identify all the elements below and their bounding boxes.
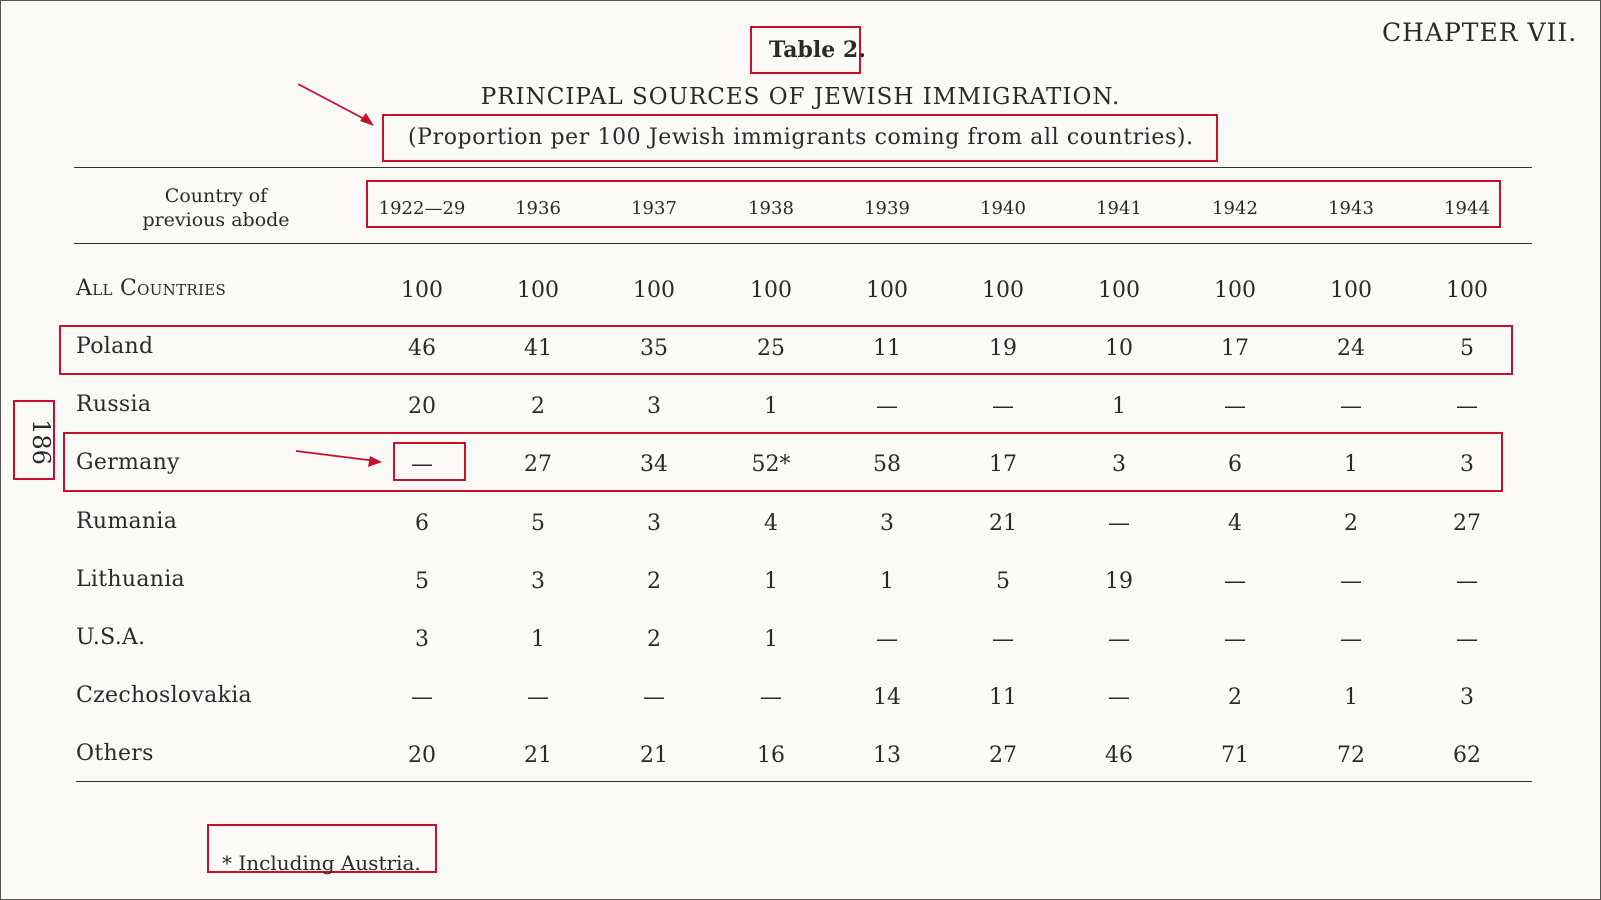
chapter-heading: CHAPTER VII.	[1382, 18, 1578, 47]
table-cell: —	[411, 452, 433, 477]
table-cell: 5	[996, 569, 1010, 594]
table-cell: 16	[757, 743, 785, 768]
year-header: 1943	[1328, 198, 1374, 219]
table-cell: 10	[1105, 336, 1133, 361]
table-cell: 6	[415, 511, 429, 536]
country-column-header	[118, 184, 314, 232]
table-cell: 100	[866, 278, 908, 303]
table-cell: 100	[401, 278, 443, 303]
table-cell: —	[1224, 627, 1246, 652]
table-cell: 41	[524, 336, 552, 361]
table-cell: 2	[1344, 511, 1358, 536]
table-cell: —	[992, 627, 1014, 652]
table-cell: 11	[989, 685, 1017, 710]
country-header-line-1: Country of	[164, 185, 268, 207]
table-cell: 5	[415, 569, 429, 594]
table-cell: 100	[1098, 278, 1140, 303]
table-subtitle: (Proportion per 100 Jewish immigrants coming from all countries).	[408, 125, 1194, 150]
table-cell: 27	[1453, 511, 1481, 536]
table-cell: 1	[1344, 685, 1358, 710]
table-cell: 1	[764, 627, 778, 652]
side-page-number: 186	[26, 419, 55, 465]
table-cell: 3	[531, 569, 545, 594]
table-cell: 100	[633, 278, 675, 303]
table-cell: 3	[1460, 685, 1474, 710]
table-cell: 100	[982, 278, 1024, 303]
table-cell: 17	[989, 452, 1017, 477]
row-label: Germany	[76, 450, 180, 475]
table-cell: 5	[531, 511, 545, 536]
table-cell: 2	[647, 569, 661, 594]
table-cell: 1	[531, 627, 545, 652]
table-cell: 71	[1221, 743, 1249, 768]
table-cell: 100	[517, 278, 559, 303]
table-cell: —	[1340, 627, 1362, 652]
table-cell: 5	[1460, 336, 1474, 361]
table-cell: —	[992, 394, 1014, 419]
table-cell: 25	[757, 336, 785, 361]
table-cell: —	[876, 627, 898, 652]
table-cell: 24	[1337, 336, 1365, 361]
year-header: 1942	[1212, 198, 1258, 219]
table-cell: 6	[1228, 452, 1242, 477]
table-cell: —	[527, 685, 549, 710]
table-cell: 21	[989, 511, 1017, 536]
table-cell: 4	[1228, 511, 1242, 536]
table-cell: 14	[873, 685, 901, 710]
table-cell: —	[1340, 394, 1362, 419]
table-cell: —	[643, 685, 665, 710]
row-label: U.S.A.	[76, 625, 146, 650]
table-cell: 58	[873, 452, 901, 477]
top-rule	[74, 167, 1532, 168]
table-cell: 34	[640, 452, 668, 477]
year-header: 1922—29	[378, 198, 466, 219]
table-cell: 100	[1446, 278, 1488, 303]
table-cell: —	[876, 394, 898, 419]
table-cell: 13	[873, 743, 901, 768]
table-cell: 1	[764, 569, 778, 594]
year-header: 1936	[515, 198, 561, 219]
country-header-line-2: previous abode	[142, 209, 290, 231]
table-cell: —	[1108, 685, 1130, 710]
table-cell: 72	[1337, 743, 1365, 768]
table-cell: 100	[750, 278, 792, 303]
table-cell: 20	[408, 394, 436, 419]
table-cell: 46	[408, 336, 436, 361]
table-cell: 3	[1460, 452, 1474, 477]
table-cell: 20	[408, 743, 436, 768]
table-cell: —	[1108, 511, 1130, 536]
table-cell: 1	[880, 569, 894, 594]
table-cell: —	[1108, 627, 1130, 652]
table-cell: 62	[1453, 743, 1481, 768]
row-label: Poland	[76, 334, 154, 359]
subtitle-arrow-icon	[296, 82, 386, 132]
table-cell: 27	[989, 743, 1017, 768]
table-cell: 4	[764, 511, 778, 536]
row-label: Others	[76, 741, 154, 766]
table-cell: 27	[524, 452, 552, 477]
table-cell: —	[1456, 627, 1478, 652]
table-cell: 19	[1105, 569, 1133, 594]
year-header: 1940	[980, 198, 1026, 219]
table-cell: 100	[1214, 278, 1256, 303]
table-cell: 3	[415, 627, 429, 652]
year-header: 1941	[1096, 198, 1142, 219]
year-header: 1944	[1444, 198, 1490, 219]
table-title: PRINCIPAL SOURCES OF JEWISH IMMIGRATION.	[480, 84, 1121, 110]
header-rule	[74, 243, 1532, 244]
table-cell: —	[1224, 394, 1246, 419]
year-header: 1937	[631, 198, 677, 219]
row-label: Czechoslovakia	[76, 683, 252, 708]
table-cell: 52*	[751, 452, 791, 477]
table-cell: 19	[989, 336, 1017, 361]
table-cell: 1	[764, 394, 778, 419]
bottom-rule	[76, 781, 1532, 782]
row-label: All Countries	[76, 276, 227, 301]
table-cell: 21	[640, 743, 668, 768]
table-cell: 3	[1112, 452, 1126, 477]
row-label: Russia	[76, 392, 152, 417]
table-cell: 21	[524, 743, 552, 768]
table-cell: 35	[640, 336, 668, 361]
table-cell: —	[1224, 569, 1246, 594]
year-header: 1938	[748, 198, 794, 219]
table-cell: 3	[880, 511, 894, 536]
row-label: Lithuania	[76, 567, 185, 592]
table-cell: 1	[1112, 394, 1126, 419]
footnote: * Including Austria.	[222, 851, 421, 875]
table-cell: 2	[531, 394, 545, 419]
table-cell: —	[1340, 569, 1362, 594]
table-cell: 3	[647, 394, 661, 419]
table-cell: 3	[647, 511, 661, 536]
row-label: Rumania	[76, 509, 178, 534]
table-cell: —	[1456, 569, 1478, 594]
table-cell: 2	[647, 627, 661, 652]
table-cell: 17	[1221, 336, 1249, 361]
table-cell: —	[411, 685, 433, 710]
table-cell: 11	[873, 336, 901, 361]
table-cell: 2	[1228, 685, 1242, 710]
table-cell: —	[1456, 394, 1478, 419]
table-cell: 100	[1330, 278, 1372, 303]
year-header: 1939	[864, 198, 910, 219]
table-cell: 46	[1105, 743, 1133, 768]
table-cell: 1	[1344, 452, 1358, 477]
table-cell: —	[760, 685, 782, 710]
table-label: Table 2.	[769, 37, 866, 63]
